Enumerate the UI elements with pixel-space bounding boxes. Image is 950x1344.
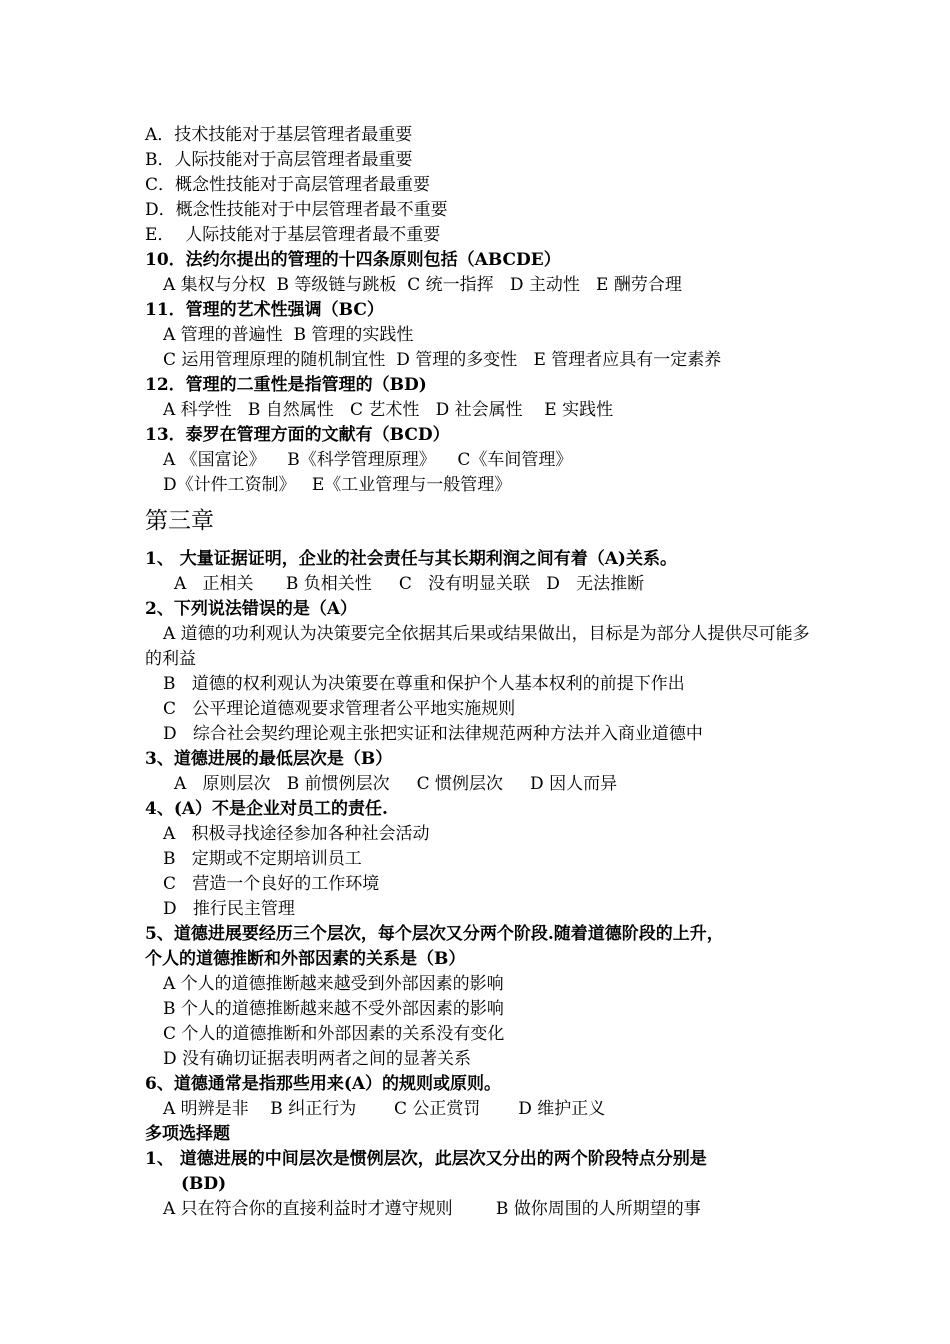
question-10-options: A 集权与分权 B 等级链与跳板 C 统一指挥 D 主动性 E 酬劳合理 (163, 275, 682, 295)
ch3-question-2: 2、下列说法错误的是（A） (145, 599, 358, 619)
chapter-heading: 第三章 (145, 508, 214, 534)
question-13: 13．泰罗在管理方面的文献有（BCD） (145, 425, 450, 445)
question-12-options: A 科学性 B 自然属性 C 艺术性 D 社会属性 E 实践性 (163, 400, 614, 420)
ch3-question-4-option-d: D 推行民主管理 (163, 899, 295, 919)
ch3-question-2-option-c: C 公平理论道德观要求管理者公平地实施规则 (163, 699, 516, 719)
ch3-question-5-option-d: D 没有确切证据表明两者之间的显著关系 (163, 1049, 472, 1069)
option-b-line: B．人际技能对于高层管理者最重要 (145, 150, 413, 170)
ch3-question-2-option-d: D 综合社会契约理论观主张把实证和法律规范两种方法并入商业道德中 (163, 724, 703, 744)
ch3-question-4-option-b: B 定期或不定期培训员工 (163, 849, 362, 869)
ch3-question-2-option-a: A 道德的功利观认为决策要完全依据其后果或结果做出，目标是为部分人提供尽可能多的利益 (145, 624, 810, 669)
option-e-line: E． 人际技能对于基层管理者最不重要 (145, 225, 441, 245)
ch3-question-1: 1、 大量证据证明，企业的社会责任与其长期利润之间有着（A)关系。 (145, 549, 677, 569)
ch3-question-5-line-2: 个人的道德推断和外部因素的关系是（B） (145, 949, 466, 969)
ch3-question-4-option-c: C 营造一个良好的工作环境 (163, 874, 380, 894)
question-13-options-1: A 《国富论》 B《科学管理原理》 C《车间管理》 (163, 450, 573, 470)
ch3-question-3-options: A 原则层次 B 前惯例层次 C 惯例层次 D 因人而异 (174, 774, 618, 794)
question-10: 10．法约尔提出的管理的十四条原则包括（ABCDE） (145, 250, 561, 270)
option-c-line: C．概念性技能对于高层管理者最重要 (145, 175, 431, 195)
ch3-question-3: 3、道德进展的最低层次是（B） (145, 749, 393, 769)
ch3-question-6: 6、道德通常是指那些用来(A）的规则或原则。 (145, 1074, 502, 1094)
ch3-question-5-line-1: 5、道德进展要经历三个层次，每个层次又分两个阶段.随着道德阶段的上升， (145, 924, 724, 944)
ch3-question-4-option-a: A 积极寻找途径参加各种社会活动 (163, 824, 430, 844)
option-d-line: D．概念性技能对于中层管理者最不重要 (145, 200, 448, 220)
multi-question-1-line-2: (BD) (181, 1174, 227, 1194)
ch3-question-6-options: A 明辨是非 B 纠正行为 C 公正赏罚 D 维护正义 (163, 1099, 606, 1119)
question-11-options-2: C 运用管理原理的随机制宜性 D 管理的多变性 E 管理者应具有一定素养 (163, 350, 722, 370)
multi-question-1-options: A 只在符合你的直接利益时才遵守规则 B 做你周围的人所期望的事 (163, 1199, 701, 1219)
ch3-question-4: 4、(A）不是企业对员工的责任. (145, 799, 388, 819)
section-heading-multiple-choice: 多项选择题 (145, 1124, 230, 1144)
ch3-question-1-options: A 正相关 B 负相关性 C 没有明显关联 D 无法推断 (174, 574, 645, 594)
question-11-options-1: A 管理的普遍性 B 管理的实践性 (163, 325, 414, 345)
ch3-question-2-option-b: B 道德的权利观认为决策要在尊重和保护个人基本权利的前提下作出 (163, 674, 685, 694)
option-a-line: A．技术技能对于基层管理者最重要 (145, 125, 413, 145)
ch3-question-5-option-c: C 个人的道德推断和外部因素的关系没有变化 (163, 1024, 505, 1044)
question-11: 11．管理的艺术性强调（BC） (145, 300, 384, 320)
ch3-question-5-option-b: B 个人的道德推断越来越不受外部因素的影响 (163, 999, 504, 1019)
ch3-question-5-option-a: A 个人的道德推断越来越受到外部因素的影响 (163, 974, 504, 994)
question-13-options-2: D《计件工资制》 E《工业管理与一般管理》 (163, 475, 512, 495)
multi-question-1-line-1: 1、 道德进展的中间层次是惯例层次，此层次又分出的两个阶段特点分别是 (145, 1149, 707, 1169)
question-12: 12．管理的二重性是指管理的（BD) (145, 375, 427, 395)
